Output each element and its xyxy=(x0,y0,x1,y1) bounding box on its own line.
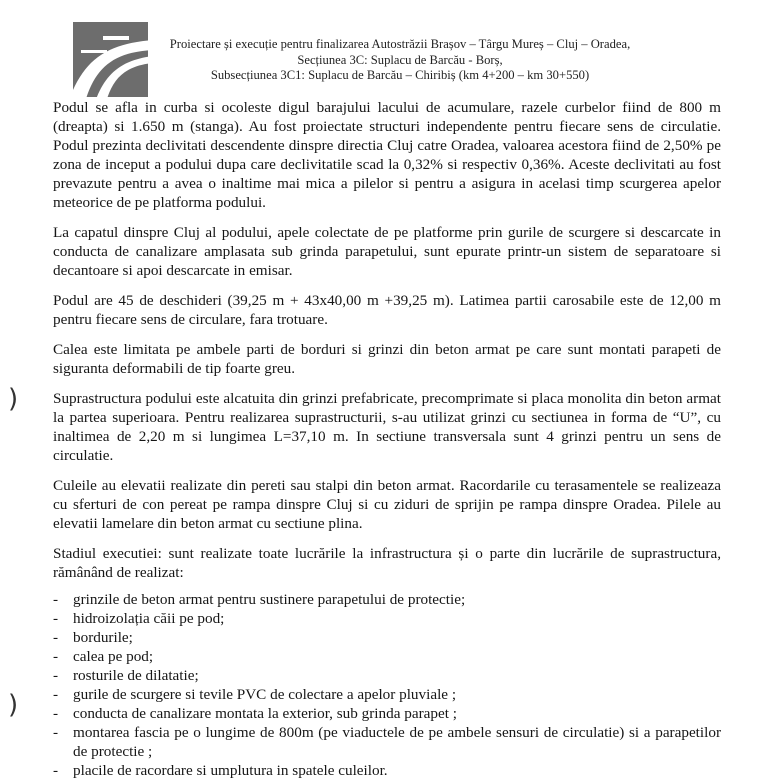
list-dash: - xyxy=(53,610,59,627)
list-item: - montarea fascia pe o lungime de 800m (pe viaductele de pe ambele sensuri de circulatie) si a parapetilor de protectie ; xyxy=(53,724,721,760)
header-line-project: Proiectare și execuție pentru finalizarea Autostrăzii Brașov – Târgu Mureș – Cluj – Oradea, xyxy=(169,37,631,51)
paragraph-status: Stadiul executiei: sunt realizate toate lucrările la infrastructura și o parte din lucrările de suprastructura, rămânând de realizat: xyxy=(53,545,721,581)
margin-mark: ) xyxy=(8,384,19,414)
header-line-section: Secțiunea 3C: Suplacu de Barcău - Borș, xyxy=(297,52,503,67)
document-header xyxy=(0,0,760,100)
margin-mark: ) xyxy=(8,690,19,720)
list-dash: - xyxy=(53,648,59,665)
header-line-subsection: Subsecțiunea 3C1: Suplacu de Barcău – Chiribiș (km 4+200 – km 30+550) xyxy=(210,68,590,82)
list-item: - hidroizolația căii pe pod; xyxy=(53,610,225,627)
paragraph-superstructure: Suprastructura podului este alcatuita din grinzi prefabricate, precomprimate si placa monolita din beton armat la partea superioara. Pentru realizarea suprastructurii, s-au utilizat grinzi cu sectiunea in forma de “U”, cu inaltimea de 2,20 m si lungimea L=37,10 m. In sectiune transversala sunt 4 grinzi pentru un sens de circulatie. xyxy=(53,390,721,464)
document-body xyxy=(53,98,721,780)
list-dash: - xyxy=(53,724,59,741)
paragraph-bridge-geometry: Podul se afla in curba si ocoleste digul barajului lacului de acumulare, razele curbelor fiind de 800 m (dreapta) si 1.650 m (stanga). Au fost proiectate structuri independente pentru fiecare sens de circulatie. Podul prezinta declivitati descendente dinspre directia Cluj catre Oradea, valoarea acestora fiind de 2,50% pe zona de inceput a podului dupa care declivitatile scad la 0,32% si respectiv 0,36%. Aceste declivitati au fost prevazute pentru a avea o inaltime mai mica a pilelor si pentru a asigura in acelasi timp scurgerea apelor meteorice de pe platforma podului. xyxy=(53,99,721,211)
paragraph-roadway: Calea este limitata pe ambele parti de borduri si grinzi din beton armat pe care sunt montati parapeti de siguranta deformabili de tip foarte greu. xyxy=(53,341,721,377)
road-curve-logo-icon xyxy=(73,22,148,97)
paragraph-drainage: La capatul dinspre Cluj al podului, apele colectate de pe platforme prin gurile de scurgere si descarcate in conducta de canalizare amplasata sub grinda parapetului, sunt epurate printr-un sistem de separatoare si decantoare si apoi descarcate in emisar. xyxy=(53,224,721,279)
list-dash: - xyxy=(53,629,59,646)
list-item: - gurile de scurgere si tevile PVC de colectare a apelor pluviale ; xyxy=(53,686,457,703)
list-item: - bordurile; xyxy=(53,629,133,646)
list-item: - conducta de canalizare montata la exterior, sub grinda parapet ; xyxy=(53,705,457,722)
list-item: - rosturile de dilatatie; xyxy=(53,667,199,684)
list-item: - grinzile de beton armat pentru sustinere parapetului de protectie; xyxy=(53,591,466,608)
list-item: - calea pe pod; xyxy=(53,648,154,665)
list-dash: - xyxy=(53,667,59,684)
list-dash: - xyxy=(53,591,59,608)
paragraph-abutments: Culeile au elevatii realizate din pereti sau stalpi din beton armat. Racordarile cu terasamentele se realizeaza cu sferturi de con pereat pe rampa dinspre Cluj si cu ziduri de sprijin pe rampa dinspre Oradea. Pilele au elevatii lamelare din beton armat cu sectiune plina. xyxy=(53,477,721,532)
list-item: - placile de racordare si umplutura in spatele culeilor. xyxy=(53,762,388,779)
header-title xyxy=(160,37,640,84)
list-dash: - xyxy=(53,686,59,703)
paragraph-spans: Podul are 45 de deschideri (39,25 m + 43x40,00 m +39,25 m). Latimea partii carosabile este de 12,00 m pentru fiecare sens de circulare, fara trotuare. xyxy=(53,292,721,328)
list-dash: - xyxy=(53,705,59,722)
list-dash: - xyxy=(53,762,59,779)
